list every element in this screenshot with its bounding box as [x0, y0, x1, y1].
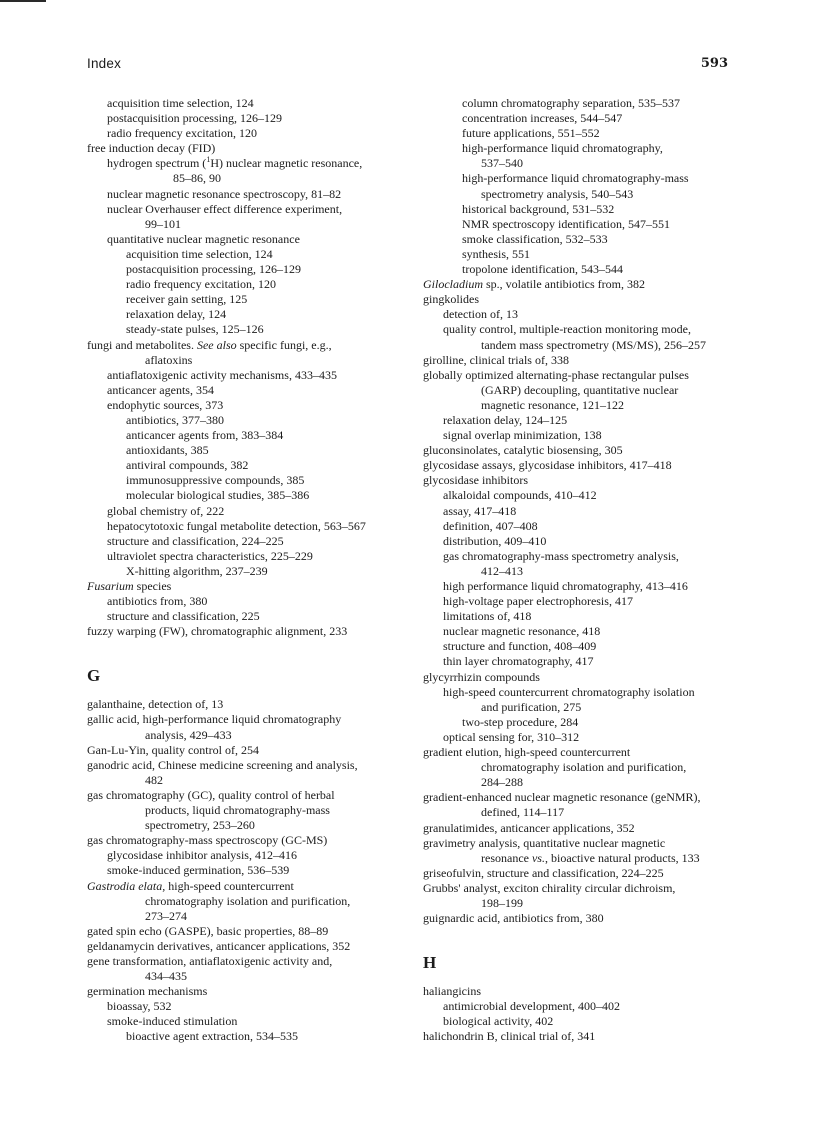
index-entry: 273–274: [145, 908, 187, 923]
index-entry: structure and classification, 225: [107, 609, 260, 624]
index-entry: globally optimized alternating-phase rectangular pulses: [423, 367, 689, 382]
index-entry: bioassay, 532: [107, 999, 172, 1014]
index-entry: gradient-enhanced nuclear magnetic resonance (geNMR),: [423, 790, 701, 805]
index-entry: column chromatography separation, 535–537: [462, 96, 680, 110]
index-entry: gene transformation, antiaflatoxigenic activity and,: [87, 953, 333, 968]
index-entry: gluconsinolates, catalytic biosensing, 305: [423, 443, 623, 458]
index-entry: gas chromatography (GC), quality control of herbal: [87, 787, 335, 802]
index-entry: Gilocladium sp., volatile antibiotics from, 382: [423, 277, 645, 292]
index-entry: X-hitting algorithm, 237–239: [126, 563, 268, 578]
index-entry: geldanamycin derivatives, anticancer applications, 352: [87, 938, 351, 953]
index-entry: 284–288: [481, 775, 523, 790]
index-entry: resonance vs., bioactive natural products, 133: [481, 850, 700, 865]
index-entry: 482: [145, 772, 163, 787]
index-entry: and purification, 275: [481, 699, 582, 714]
index-entry: quality control, multiple-reaction monitoring mode,: [443, 322, 691, 337]
index-entry: (GARP) decoupling, quantitative nuclear: [481, 382, 679, 397]
index-entry: 198–199: [481, 895, 523, 910]
index-entry: halichondrin B, clinical trial of, 341: [423, 1029, 596, 1044]
page-corner-rule: [0, 0, 46, 2]
index-entry: acquisition time selection, 124: [107, 96, 254, 110]
index-entry: receiver gain setting, 125: [126, 292, 248, 307]
index-entry: granulatimides, anticancer applications, 352: [423, 820, 635, 835]
index-entry: germination mechanisms: [87, 984, 208, 999]
index-entry: gradient elution, high-speed countercurrent: [423, 745, 631, 760]
index-entry: spectrometry analysis, 540–543: [481, 186, 634, 201]
index-entry: distribution, 409–410: [443, 533, 547, 548]
index-entry: gated spin echo (GASPE), basic properties, 88–89: [87, 923, 329, 938]
index-entry: smoke-induced stimulation: [107, 1014, 238, 1029]
index-entry: glycosidase inhibitor analysis, 412–416: [107, 848, 297, 863]
index-entry: guignardic acid, antibiotics from, 380: [423, 911, 604, 926]
index-entry: antiviral compounds, 382: [126, 458, 249, 473]
right-index-column: [423, 96, 733, 1045]
index-entry: antioxidants, 385: [126, 443, 209, 458]
index-entry: assay, 417–418: [443, 503, 517, 518]
index-entry: nuclear magnetic resonance spectroscopy, 81–82: [107, 186, 342, 201]
index-entry: ganodric acid, Chinese medicine screening and analysis,: [87, 757, 358, 772]
index-entry: high performance liquid chromatography, 413–416: [443, 579, 688, 593]
index-entry: smoke-induced germination, 536–539: [107, 863, 290, 878]
index-entry: high-performance liquid chromatography,: [462, 141, 663, 156]
index-entry: gas chromatography-mass spectrometry analysis,: [443, 548, 679, 563]
index-entry: anticancer agents, 354: [107, 382, 214, 397]
index-entry: steady-state pulses, 125–126: [126, 322, 264, 337]
index-entry: ultraviolet spectra characteristics, 225–229: [107, 548, 313, 563]
index-entry: high-voltage paper electrophoresis, 417: [443, 594, 633, 609]
index-entry: spectrometry, 253–260: [145, 818, 255, 833]
section-letter-heading: G: [87, 666, 101, 686]
index-entry: glycyrrhizin compounds: [423, 669, 540, 684]
index-entry: molecular biological studies, 385–386: [126, 488, 310, 503]
index-entry: Fusarium species: [87, 579, 172, 593]
index-entry: analysis, 429–433: [145, 727, 232, 742]
index-entry: gallic acid, high-performance liquid chromatography: [87, 712, 342, 727]
index-entry: hepatocytotoxic fungal metabolite detection, 563–567: [107, 518, 366, 533]
index-entry: immunosuppressive compounds, 385: [126, 473, 305, 488]
index-entry: NMR spectroscopy identification, 547–551: [462, 216, 670, 231]
index-entry: endophytic sources, 373: [107, 397, 224, 412]
index-entry: relaxation delay, 124–125: [443, 412, 568, 427]
index-entry: definition, 407–408: [443, 518, 538, 533]
index-entry: antibiotics from, 380: [107, 594, 208, 609]
index-entry: high-performance liquid chromatography-mass: [462, 171, 689, 186]
index-entry: concentration increases, 544–547: [462, 111, 623, 126]
index-entry: limitations of, 418: [443, 609, 532, 624]
index-entry: structure and classification, 224–225: [107, 533, 284, 548]
index-entry: aflatoxins: [145, 352, 193, 367]
index-entry: glycosidase inhibitors: [423, 473, 528, 488]
index-entry: haliangicins: [423, 984, 481, 999]
index-entry: tropolone identification, 543–544: [462, 262, 623, 277]
index-entry: alkaloidal compounds, 410–412: [443, 488, 597, 503]
index-entry: radio frequency excitation, 120: [107, 126, 257, 141]
index-entry: glycosidase assays, glycosidase inhibitors, 417–418: [423, 458, 672, 473]
index-entry: relaxation delay, 124: [126, 307, 227, 322]
index-entry: global chemistry of, 222: [107, 503, 225, 518]
index-entry: biological activity, 402: [443, 1014, 554, 1029]
index-entry: synthesis, 551: [462, 246, 531, 261]
page-number: 593: [700, 56, 728, 71]
index-entry: historical background, 531–532: [462, 201, 615, 216]
index-entry: antimicrobial development, 400–402: [443, 999, 620, 1014]
index-entry: future applications, 551–552: [462, 126, 600, 141]
index-entry: gravimetry analysis, quantitative nuclear magnetic: [423, 835, 666, 850]
index-entry: fuzzy warping (FW), chromatographic alignment, 233: [87, 624, 348, 639]
index-entry: gingkolides: [423, 292, 479, 307]
index-entry: magnetic resonance, 121–122: [481, 397, 624, 412]
index-entry: products, liquid chromatography-mass: [145, 803, 330, 818]
index-entry: 537–540: [481, 156, 523, 171]
index-entry: detection of, 13: [443, 307, 518, 322]
index-entry: 99–101: [145, 216, 181, 231]
index-entry: quantitative nuclear magnetic resonance: [107, 231, 300, 246]
index-entry: free induction decay (FID): [87, 141, 216, 156]
index-entry: chromatography isolation and purification,: [145, 893, 351, 908]
index-entry: Gan-Lu-Yin, quality control of, 254: [87, 742, 259, 757]
index-entry: bioactive agent extraction, 534–535: [126, 1029, 298, 1044]
index-entry: griseofulvin, structure and classification, 224–225: [423, 865, 664, 880]
index-entry: signal overlap minimization, 138: [443, 428, 602, 443]
index-entry: two-step procedure, 284: [462, 714, 579, 729]
index-entry: antiaflatoxigenic activity mechanisms, 433–435: [107, 367, 337, 382]
index-entry: high-speed countercurrent chromatography isolation: [443, 684, 695, 699]
section-letter-heading: H: [423, 953, 437, 973]
index-entry: antibiotics, 377–380: [126, 412, 224, 427]
index-entry: nuclear magnetic resonance, 418: [443, 624, 601, 639]
index-entry: smoke classification, 532–533: [462, 231, 608, 246]
index-entry: optical sensing for, 310–312: [443, 729, 580, 744]
index-entry: acquisition time selection, 124: [126, 246, 273, 261]
index-entry: tandem mass spectrometry (MS/MS), 256–257: [481, 337, 706, 352]
index-entry: chromatography isolation and purification,: [481, 760, 687, 775]
index-entry: nuclear Overhauser effect difference experiment,: [107, 201, 343, 216]
index-entry: radio frequency excitation, 120: [126, 277, 276, 292]
index-entry: thin layer chromatography, 417: [443, 654, 594, 669]
index-entry: postacquisition processing, 126–129: [126, 262, 301, 277]
index-entry: structure and function, 408–409: [443, 639, 597, 654]
index-entry: Gastrodia elata, high-speed countercurrent: [87, 878, 294, 893]
index-entry: defined, 114–117: [481, 805, 565, 820]
index-entry: galanthaine, detection of, 13: [87, 697, 224, 712]
index-entry: fungi and metabolites. See also specific fungi, e.g.,: [87, 337, 332, 352]
index-entry: gas chromatography-mass spectroscopy (GC-MS): [87, 833, 328, 848]
index-entry: hydrogen spectrum ($^1$H) nuclear magnetic resonance,: [107, 155, 363, 171]
left-index-column: [87, 96, 407, 1045]
index-entry: Grubbs' analyst, exciton chirality circular dichroism,: [423, 880, 676, 895]
index-entry: 85–86, 90: [173, 171, 221, 186]
index-entry: girolline, clinical trials of, 338: [423, 352, 569, 367]
index-entry: postacquisition processing, 126–129: [107, 111, 282, 126]
index-entry: anticancer agents from, 383–384: [126, 428, 284, 443]
index-entry: 412–413: [481, 563, 523, 578]
running-header-title: Index: [87, 56, 122, 71]
index-entry: 434–435: [145, 969, 187, 984]
